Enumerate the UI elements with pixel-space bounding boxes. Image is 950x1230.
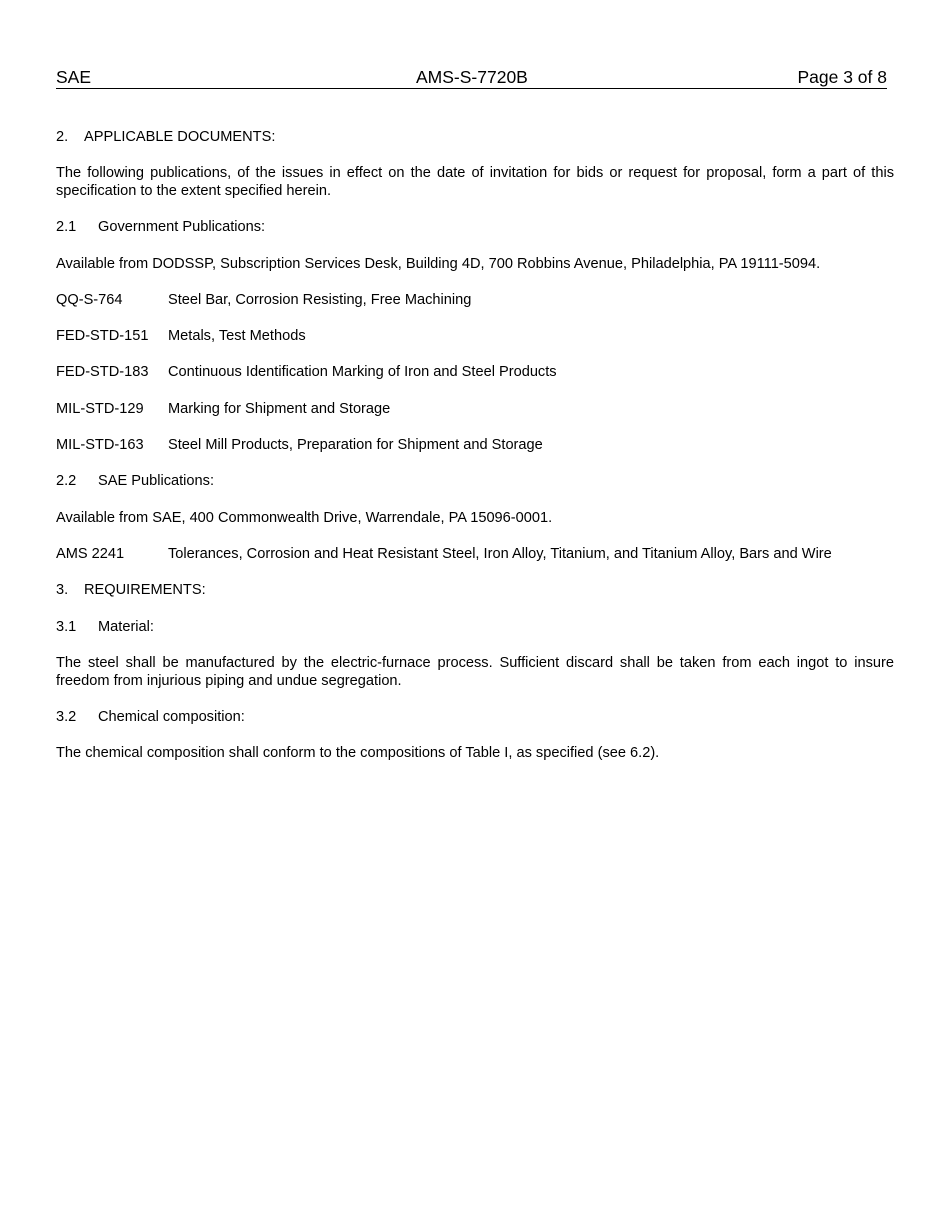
section-heading-3-2	[56, 708, 894, 726]
section-heading-3-1	[56, 618, 894, 636]
reference-row	[56, 545, 894, 563]
header-page-number: Page 3 of 8	[797, 67, 887, 87]
reference-title: Marking for Shipment and Storage	[168, 401, 391, 417]
section-title: SAE Publications:	[98, 473, 215, 489]
reference-title: Steel Mill Products, Preparation for Shipment and Storage	[168, 437, 543, 453]
page-header	[56, 67, 887, 89]
government-availability: Available from DODSSP, Subscription Services Desk, Building 4D, 700 Robbins Avenue, Philadelphia, PA 19111-5094.	[56, 256, 821, 272]
section-title: APPLICABLE DOCUMENTS:	[84, 129, 276, 145]
section-number: 3.	[56, 582, 69, 598]
section-heading-3	[56, 581, 894, 599]
section-2-intro: The following publications, of the issues in effect on the date of invitation for bids or request for proposal, form a part of this specification to the extent specified herein.	[56, 165, 894, 199]
section-number: 3.2	[56, 709, 77, 725]
reference-id: MIL-STD-163	[56, 437, 144, 453]
reference-id: FED-STD-151	[56, 328, 149, 344]
reference-title: Steel Bar, Corrosion Resisting, Free Machining	[168, 292, 472, 308]
reference-id: AMS 2241	[56, 546, 125, 562]
section-3-2-text: The chemical composition shall conform to the compositions of Table I, as specified (see 6.2).	[56, 745, 660, 761]
section-title: REQUIREMENTS:	[84, 582, 206, 598]
section-title: Government Publications:	[98, 219, 266, 235]
reference-title: Continuous Identification Marking of Iron and Steel Products	[168, 364, 557, 380]
reference-id: MIL-STD-129	[56, 401, 144, 417]
section-title: Material:	[98, 619, 154, 635]
header-document-number: AMS-S-7720B	[416, 67, 528, 87]
section-heading-2-1	[56, 218, 894, 236]
section-number: 2.2	[56, 473, 77, 489]
reference-row	[56, 436, 894, 454]
header-organization: SAE	[56, 67, 92, 87]
reference-title: Metals, Test Methods	[168, 328, 306, 344]
section-heading-2-2	[56, 472, 894, 490]
reference-row	[56, 400, 894, 418]
section-number: 3.1	[56, 619, 77, 635]
reference-row	[56, 363, 894, 381]
section-heading-2	[56, 128, 894, 146]
section-number: 2.1	[56, 219, 77, 235]
reference-row	[56, 291, 894, 309]
reference-row	[56, 327, 894, 345]
section-number: 2.	[56, 129, 69, 145]
reference-title: Tolerances, Corrosion and Heat Resistant Steel, Iron Alloy, Titanium, and Titanium Alloy, Bars and Wire	[168, 546, 832, 562]
reference-id: QQ-S-764	[56, 292, 123, 308]
reference-id: FED-STD-183	[56, 364, 149, 380]
sae-availability: Available from SAE, 400 Commonwealth Drive, Warrendale, PA 15096-0001.	[56, 510, 553, 526]
section-title: Chemical composition:	[98, 709, 245, 725]
section-3-1-text: The steel shall be manufactured by the electric-furnace process. Sufficient discard shall be taken from each ingot to insure freedom from injurious piping and undue segregation.	[56, 655, 894, 689]
